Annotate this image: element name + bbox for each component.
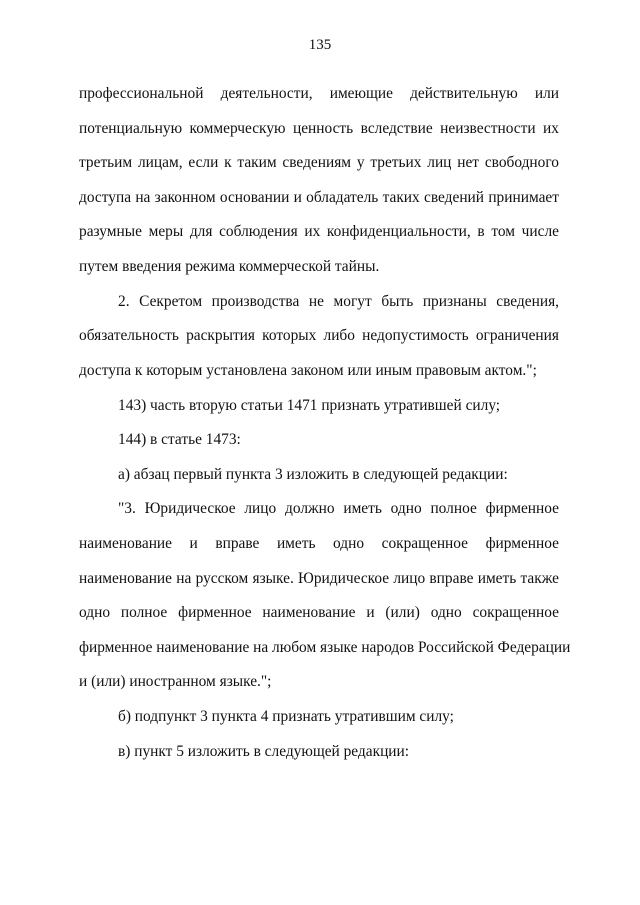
- text-line-12: а) абзац первый пункта 3 изложить в следующей редакции:: [118, 466, 508, 483]
- text-line-7: 2. Секретом производства не могут быть признаны сведения,: [118, 293, 559, 310]
- page-number: 135: [308, 37, 332, 53]
- text-line-18: и (или) иностранном языке.";: [79, 673, 272, 690]
- text-line-16: одно полное фирменное наименование и (или) одно сокращенное: [79, 604, 559, 621]
- text-line-2: потенциальную коммерческую ценность вследствие неизвестности их: [79, 120, 559, 137]
- text-line-19: б) подпункт 3 пункта 4 признать утратившим силу;: [118, 708, 454, 725]
- text-line-13: "3. Юридическое лицо должно иметь одно полное фирменное: [118, 500, 559, 517]
- text-line-9: доступа к которым установлена законом или иным правовым актом.";: [79, 362, 537, 379]
- text-line-10: 143) часть вторую статьи 1471 признать утратившей силу;: [118, 397, 501, 414]
- text-line-6: путем введения режима коммерческой тайны.: [79, 258, 380, 275]
- text-line-15: наименование на русском языке. Юридическое лицо вправе иметь также: [79, 570, 559, 587]
- text-line-11: 144) в статье 1473:: [118, 431, 241, 448]
- text-line-8: обязательность раскрытия которых либо недопустимость ограничения: [79, 327, 559, 344]
- text-line-5: разумные меры для соблюдения их конфиденциальности, в том числе: [79, 223, 559, 240]
- text-line-4: доступа на законном основании и обладатель таких сведений принимает: [79, 189, 559, 206]
- text-line-1: профессиональной деятельности, имеющие действительную или: [79, 85, 559, 102]
- text-line-14: наименование и вправе иметь одно сокращенное фирменное: [79, 535, 559, 552]
- text-line-17: фирменное наименование на любом языке народов Российской Федерации: [79, 639, 571, 656]
- text-line-20: в) пункт 5 изложить в следующей редакции:: [118, 743, 410, 760]
- text-line-3: третьим лицам, если к таким сведениям у третьих лиц нет свободного: [79, 154, 559, 171]
